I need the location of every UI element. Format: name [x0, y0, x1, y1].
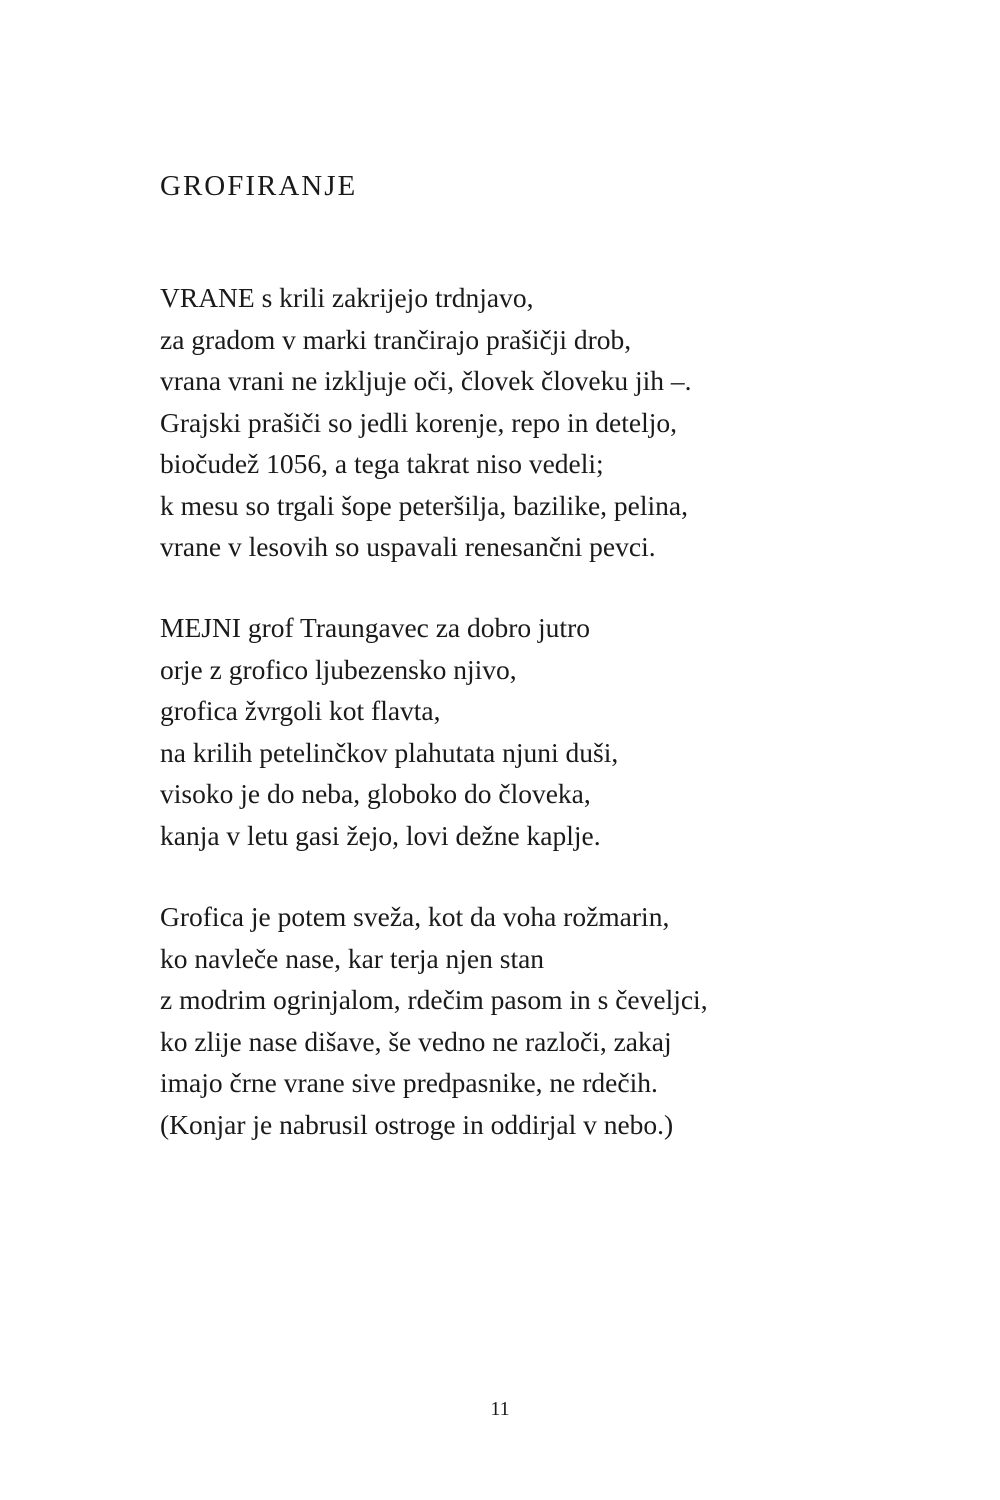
poem-line: (Konjar je nabrusil ostroge in oddirjal v nebo.) — [160, 1108, 674, 1140]
poem-line: biočudež 1056, a tega takrat niso vedeli; — [160, 448, 604, 479]
stanza-1 — [160, 277, 691, 568]
poem-line: MEJNI grof Traungavec za dobro jutro — [160, 612, 590, 643]
page-number: 11 — [490, 1398, 510, 1420]
stanza-2 — [160, 607, 618, 856]
poem-line: vrane v lesovih so uspavali renesančni pevci. — [160, 531, 656, 562]
poem-line: visoko je do neba, globoko do človeka, — [160, 778, 591, 809]
poem-line: Grajski prašiči so jedli korenje, repo in deteljo, — [160, 406, 678, 438]
poem-title: GROFIRANJE — [160, 170, 358, 202]
poem-line: orje z grofico ljubezensko njivo, — [160, 653, 517, 685]
poem-line: VRANE s krili zakrijejo trdnjavo, — [160, 282, 534, 313]
poem-line: ko zlije nase dišave, še vedno ne razloči, zakaj — [160, 1025, 672, 1057]
poem-line: kanja v letu gasi žejo, lovi dežne kaplje. — [160, 819, 601, 851]
poem-line: imajo črne vrane sive predpasnike, ne rdečih. — [160, 1067, 658, 1098]
poem-line: grofica žvrgoli kot flavta, — [160, 695, 441, 726]
poem-line: na krilih petelinčkov plahutata njuni duši, — [160, 736, 619, 768]
poem-line: za gradom v marki trančirajo prašičji drob, — [160, 323, 632, 355]
poem-line: z modrim ogrinjalom, rdečim pasom in s čeveljci, — [160, 984, 708, 1015]
poem-line: vrana vrani ne izkljuje oči, človek človeku jih –. — [160, 365, 692, 396]
poem-line: Grofica je potem sveža, kot da voha rožmarin, — [160, 901, 670, 932]
stanza-3 — [160, 896, 708, 1145]
poem-line: k mesu so trgali šope peteršilja, bazilike, pelina, — [160, 489, 688, 521]
poem-line: ko navleče nase, kar terja njen stan — [160, 942, 545, 974]
